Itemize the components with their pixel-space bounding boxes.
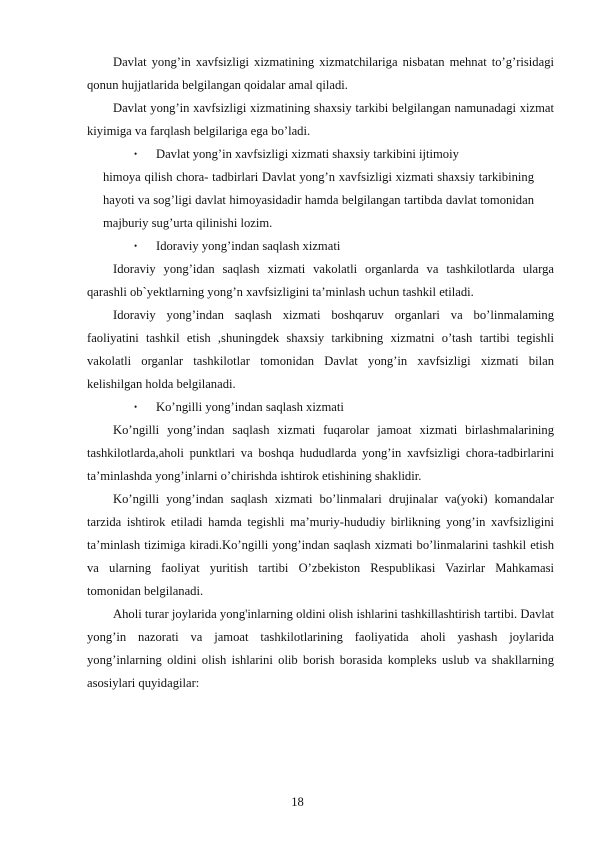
bullet-icon: • [134,149,138,159]
paragraph: Idoraviy yong’idan saqlash xizmati vakolatli organlarda va tashkilotlarda ularga qarashli ob`yektlarning yong’n xavfsizligini ta’minlash uchun tashkil etiladi. [87,262,554,299]
bullet-item [134,396,554,419]
paragraph: Davlat yong’in xavfsizligi xizmatining xizmatchilariga nisbatan mehnat to’g’risidagi qonun hujjatlarida belgilangan qoidalar amal qiladi. [87,55,554,92]
paragraph: Aholi turar joylarida yong'inlarning oldini olish ishlarini tashkillashtirish tartibi. Davlat yong’in nazorati va jamoat tashkilotlarining faoliyatida aholi yashash joylarida yong’inlarning oldini olish ishlarini olib borish borasida kompleks uslub va shakllarning asosiylari quyidagilar: [87,607,554,690]
bullet-text: Davlat yong’in xavfsizligi xizmati shaxsiy tarkibini ijtimoiy [156,147,459,161]
bullet-item [134,235,554,258]
paragraph: Davlat yong’in xavfsizligi xizmatining shaxsiy tarkibi belgilangan namunadagi xizmat kiyimiga va farqlash belgilariga ega bo’ladi. [87,101,554,138]
bullet-icon: • [134,241,138,251]
bullet-item [134,143,554,166]
paragraph: Ko’ngilli yong’indan saqlash xizmati bo’linmalari drujinalar va(yoki) komandalar tarzida ishtirok etiladi hamda tegishli ma’muriy-hududiy birlikning yong’in xavfsizligini ta’minlash tizimiga kiradi.Ko’ngilli yong’indan saqlash xizmati bo’linmalarini tashkil etish va ularning faoliyat yuritish tartibi O’zbekiston Respublikasi Vazirlar Mahkamasi tomonidan belgilanadi. [87,492,554,598]
bullet-icon: • [134,402,138,412]
bullet-text: Idoraviy yong’indan saqlash xizmati [156,239,341,253]
document-body [87,51,554,695]
bullet-text: Ko’ngilli yong’indan saqlash xizmati [156,400,344,414]
paragraph: Ko’ngilli yong’indan saqlash xizmati fuqarolar jamoat xizmati birlashmalarining tashkilotlarda,aholi punktlari va boshqa hududlarda yong’in xavfsizligi chora-tadbirlarini ta’minlashda yong’inlarni o’chirishda ishtirok etishining shaklidir. [87,423,554,483]
paragraph: Idoraviy yong’indan saqlash xizmati boshqaruv organlari va bo’linmalaming faoliyatini tashkil etish ,shuningdek shaxsiy tarkibning xizmatni o’tash tartibi tegishli vakolatli organlar tashkilotlar tomonidan Davlat yong’in xavfsizligi xizmati bilan kelishilgan holda belgilanadi. [87,308,554,391]
page-number: 18 [291,795,304,809]
bullet-continuation: himoya qilish chora- tadbirlari Davlat yong’n xavfsizligi xizmati shaxsiy tarkibining hayoti va sog’ligi davlat himoyasidadir hamda belgilangan tartibda davlat tomonidan majburiy sug’urta qilinishi lozim. [103,170,534,230]
